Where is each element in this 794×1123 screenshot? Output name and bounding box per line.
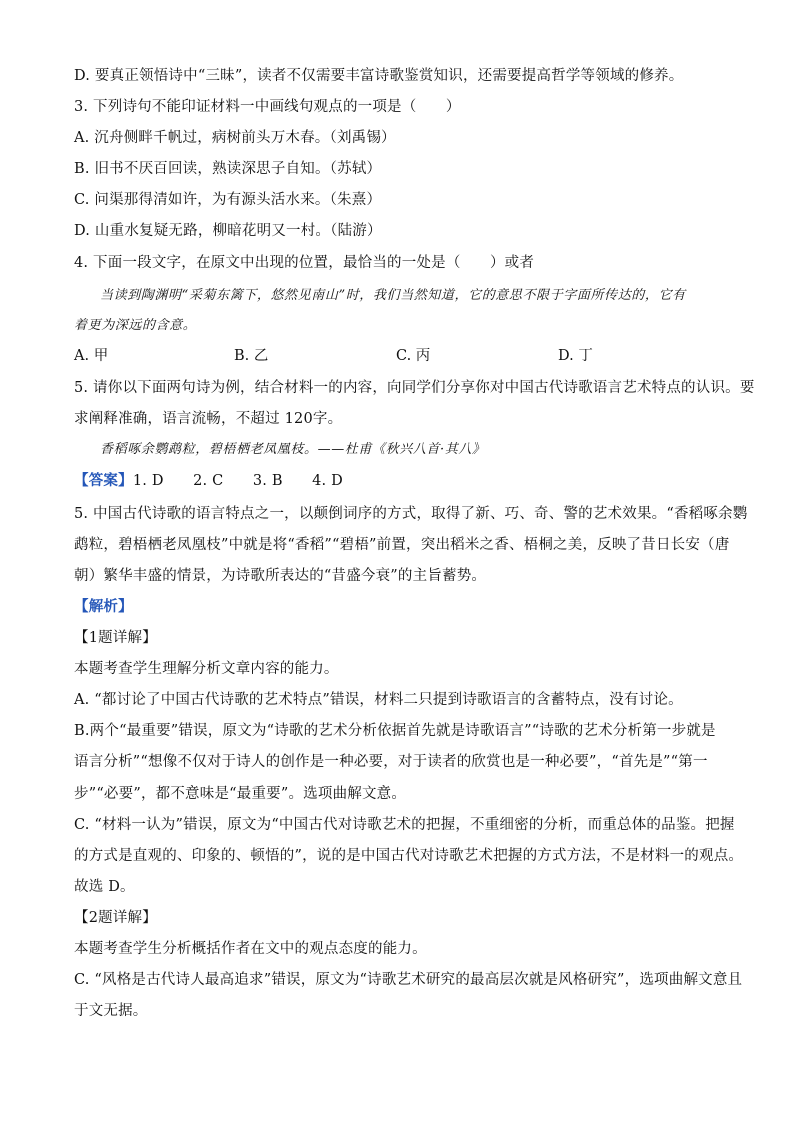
detail-1-b-line-2: 语言分析”“想像不仅对于诗人的创作是一种必要，对于读者的欣赏也是一种必要”，“首先是”“第一	[74, 754, 708, 770]
question-4-passage-line-2: 着更为深远的含意。	[74, 318, 197, 333]
detail-1-a: A. “都讨论了中国古代诗歌的艺术特点”错误，材料二只提到诗歌语言的含蓄特点，没有讨论。	[74, 692, 683, 708]
question-3-option-d: D. 山重水复疑无路，柳暗花明又一村。（陆游）	[74, 223, 382, 239]
detail-2-intro: 本题考查学生分析概括作者在文中的观点态度的能力。	[74, 941, 427, 957]
question-4-stem: 4. 下面一段文字，在原文中出现的位置，最恰当的一处是（ ）或者	[74, 255, 535, 271]
question-4-option-d: D. 丁	[558, 348, 593, 364]
question-4-option-a: A. 甲	[74, 348, 109, 364]
question-3-option-a: A. 沉舟侧畔千帆过，病树前头万木春。（刘禹锡）	[74, 130, 396, 146]
question-4-option-b: B. 乙	[234, 348, 269, 364]
question-4-passage-line-1: 当读到陶渊明“采菊东篱下，悠然见南山”时，我们当然知道，它的意思不限于字面所传达的，它有	[100, 288, 686, 303]
detail-1-c-line-1: C. “材料一认为”错误，原文为“中国古代对诗歌艺术的把握，不重细密的分析，而重总体的品鉴。把握	[74, 817, 735, 833]
answer-5-line-1: 5. 中国古代诗歌的语言特点之一，以颠倒词序的方式，取得了新、巧、奇、警的艺术效果。“香稻啄余鹦	[74, 506, 748, 522]
detail-1-conclusion: 故选 D。	[74, 879, 135, 895]
question-3-stem: 3. 下列诗句不能印证材料一中画线句观点的一项是（ ）	[74, 99, 461, 115]
answer-tag: 【答案】	[74, 472, 133, 489]
question-4-option-c: C. 丙	[396, 348, 431, 364]
question-5-poem: 香稻啄余鹦鹉粒，碧梧栖老凤凰枝。——杜甫《秋兴八首·其八》	[100, 442, 486, 457]
question-4-options	[74, 346, 734, 368]
detail-1-b-line-3: 步”“必要”，都不意味是“最重要”。选项曲解文意。	[74, 786, 407, 802]
detail-2-heading: 【2题详解】	[74, 910, 157, 926]
analysis-heading: 【解析】	[74, 598, 133, 615]
detail-1-heading: 【1题详解】	[74, 630, 157, 646]
answer-5-line-2: 鹉粒，碧梧栖老凤凰枝”中就是将“香稻”“碧梧”前置，突出稻米之香、梧桐之美，反映了昔日长安（唐	[74, 537, 730, 553]
detail-1-intro: 本题考查学生理解分析文章内容的能力。	[74, 661, 339, 677]
answer-5-line-3: 朝）繁华丰盛的情景，为诗歌所表达的“昔盛今衰”的主旨蓄势。	[74, 568, 487, 584]
answer-line	[74, 471, 734, 491]
option-d-q2: D. 要真正领悟诗中“三昧”，读者不仅需要丰富诗歌鉴赏知识，还需要提高哲学等领域的修养。	[74, 68, 684, 84]
detail-2-c-line-1: C. “风格是古代诗人最高追求”错误，原文为“诗歌艺术研究的最高层次就是风格研究”，选项曲解文意且	[74, 972, 743, 988]
detail-1-c-line-2: 的方式是直观的、印象的、顿悟的”，说的是中国古代对诗歌艺术把握的方式方法，不是材料一的观点。	[74, 848, 744, 864]
question-3-option-b: B. 旧书不厌百回读，熟读深思子自知。（苏轼）	[74, 161, 382, 177]
detail-2-c-line-2: 于文无据。	[74, 1003, 148, 1019]
detail-1-b-line-1: B.两个“最重要”错误，原文为“诗歌的艺术分析依据首先就是诗歌语言”“诗歌的艺术分析第一步就是	[74, 723, 716, 739]
question-3-option-c: C. 问渠那得清如许，为有源头活水来。（朱熹）	[74, 192, 382, 208]
question-5-stem-line-1: 5. 请你以下面两句诗为例，结合材料一的内容，向同学们分享你对中国古代诗歌语言艺术特点的认识。要	[74, 380, 755, 396]
question-5-stem-line-2: 求阐释准确，语言流畅，不超过 120字。	[74, 411, 343, 427]
answer-values: 1. D 2. C 3. B 4. D	[132, 473, 343, 489]
